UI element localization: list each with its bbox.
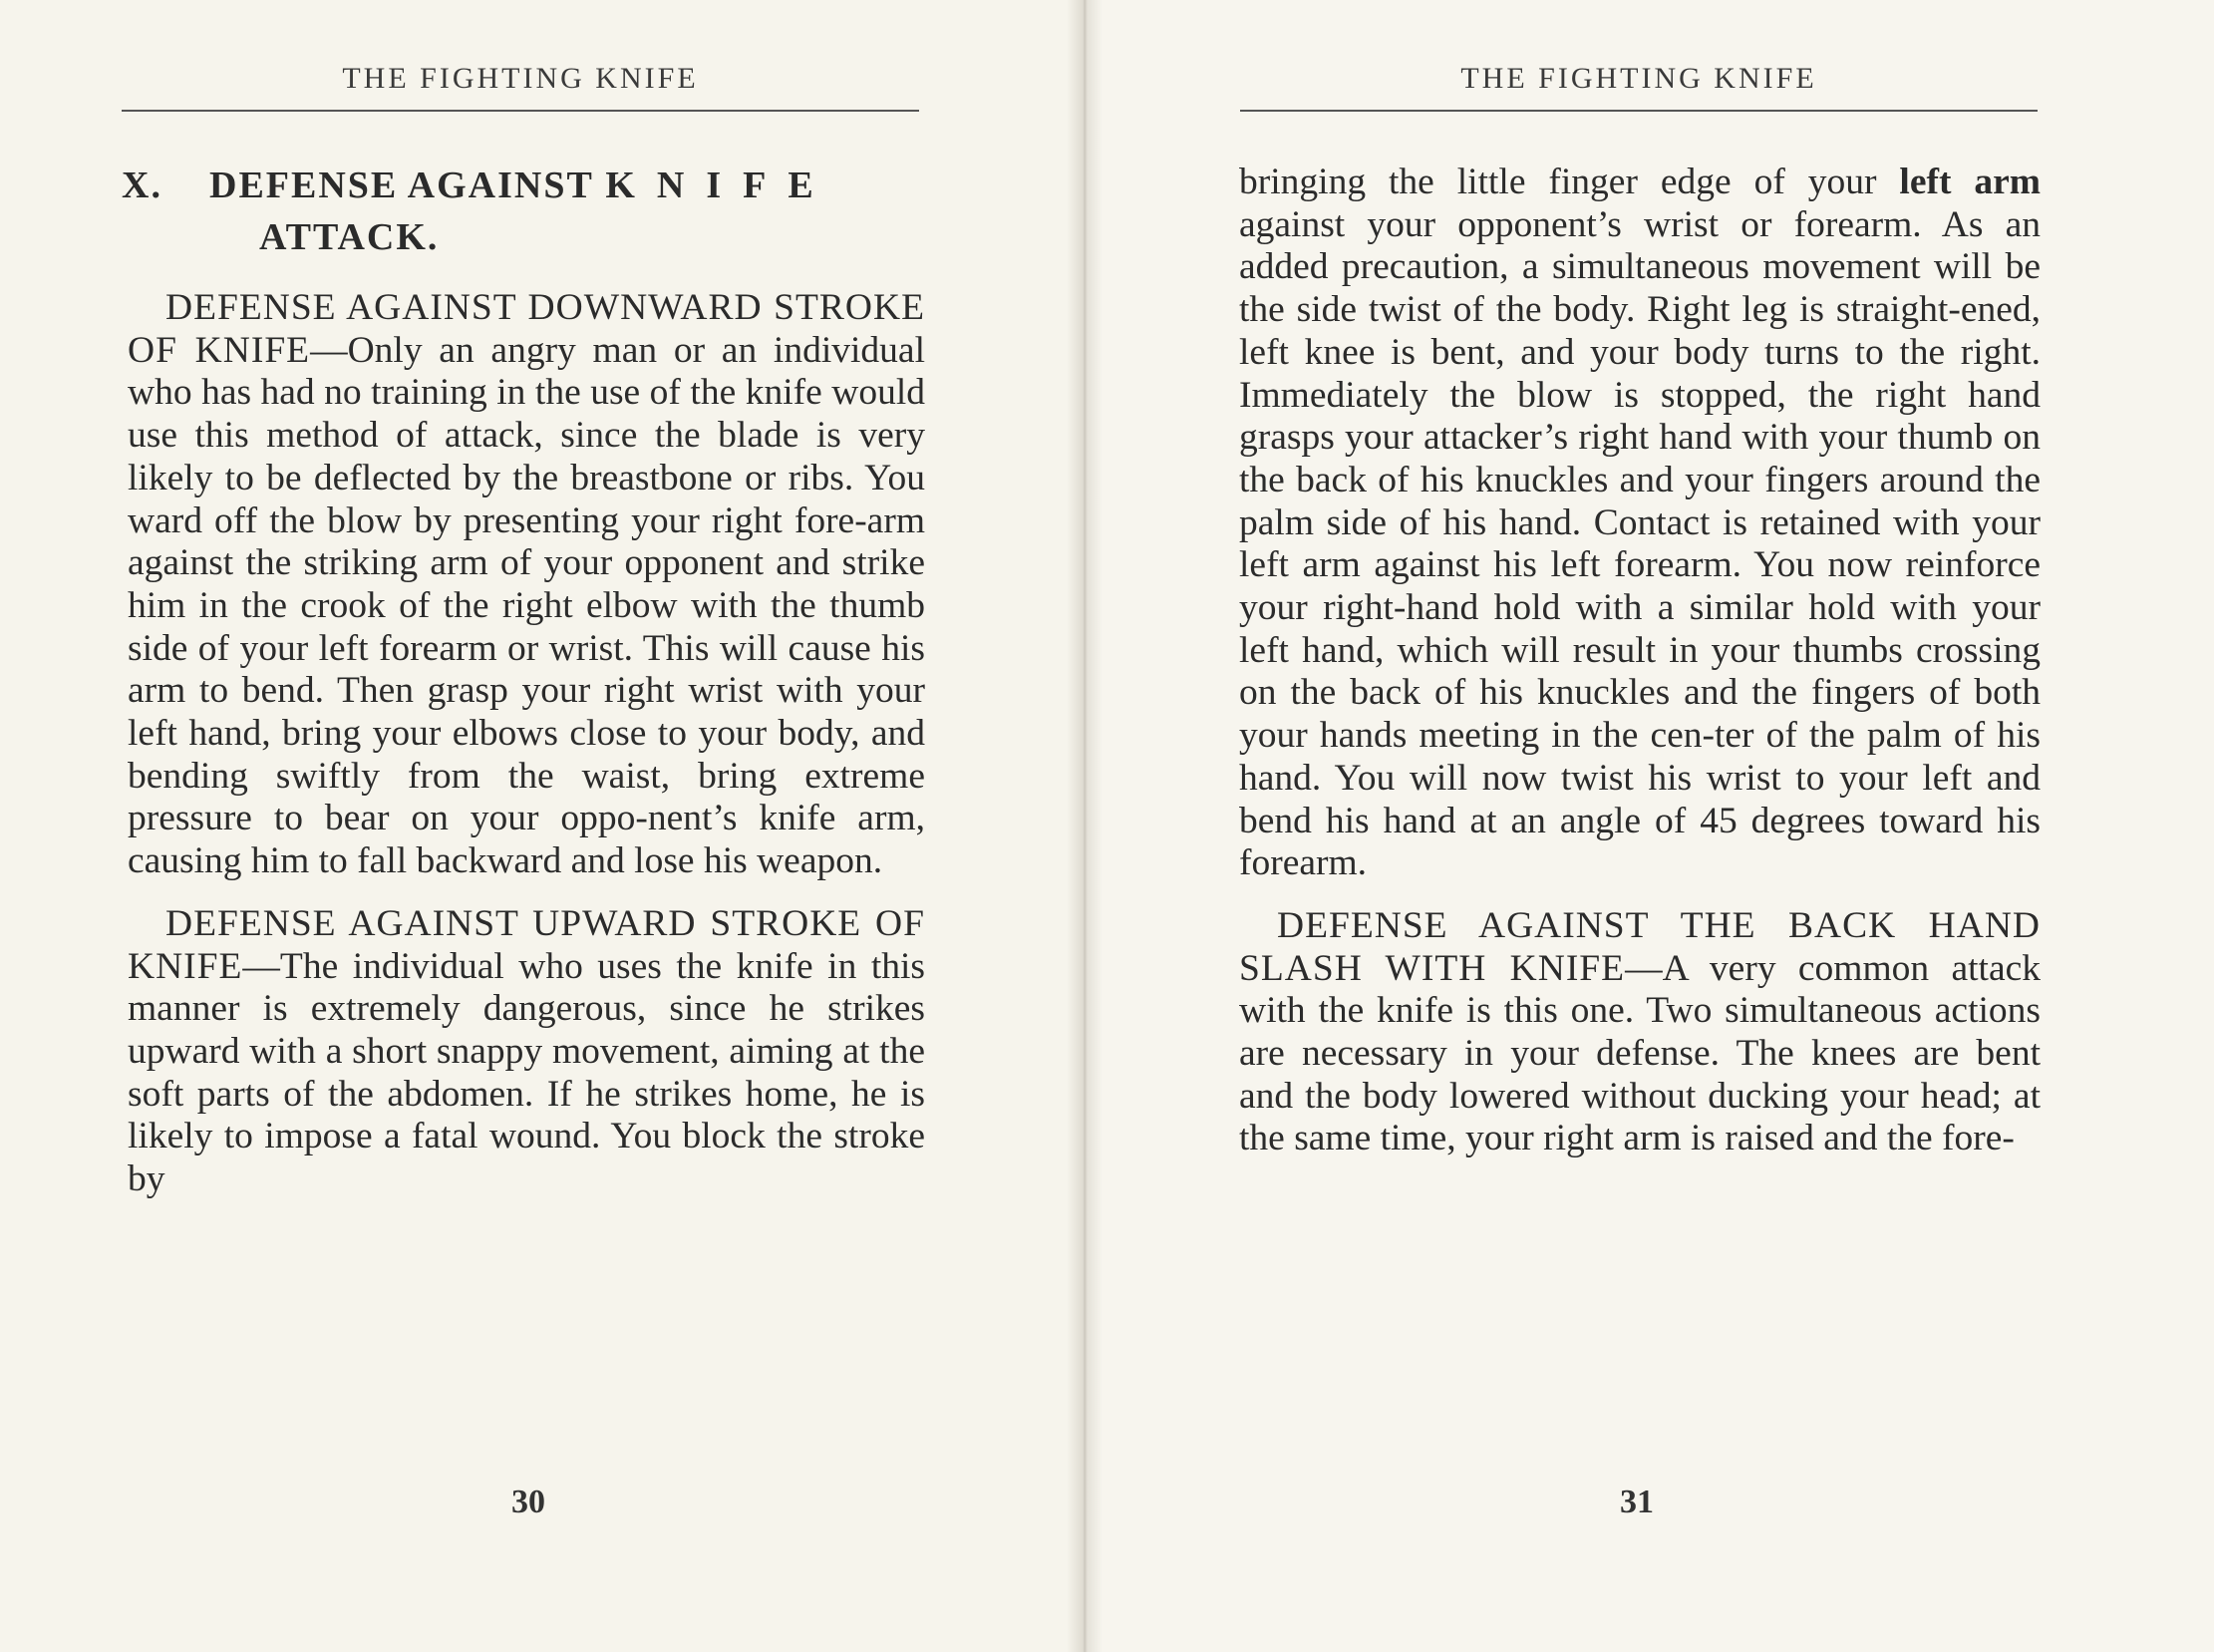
paragraph (128, 903, 925, 1201)
paragraph (1239, 905, 2041, 1160)
header-rule (1240, 110, 2038, 112)
paragraph-text: against your opponent’s wrist or forearm. As an added precaution, a simultaneous movement will be the side twist of the body. Right leg is straight-ened, left knee is bent, and your body turns to the right. Immediately the blow is stopped, the right hand grasps your attacker’s right hand with your thumb on the back of his knuckles and your fingers around the palm side of his hand. Contact is retained with your left arm against his left forearm. You now reinforce your right-hand hold with a similar hold with your left hand, which will result in your thumbs crossing on the back of his knuckles and the fingers of both your hands meeting in the cen-ter of the palm of his hand. You will now twist his wrist to your left and bend his hand at an angle of 45 degrees toward his forearm. (1239, 203, 2041, 884)
left-page (0, 0, 1083, 1652)
chapter-title-part1: DEFENSE AGAINST (209, 165, 594, 206)
paragraph-body: —Only an angry man or an individual who has had no training in the use of the knife would use this method of attack, since the blade is very likely to be deflected by the breastbone or ribs. You ward off the blow by presenting your right fore-arm against the striking arm of your opponent and strike him in the crook of the right elbow with the thumb side of your left forearm or wrist. This will cause his arm to bend. Then grasp your right wrist with your left hand, bring your elbows close to your body, and bending swiftly from the waist, bring extreme pressure to bear on your oppo-nent’s knife arm, causing him to fall backward and lose his weapon. (128, 329, 925, 882)
paragraph-lead: DEFENSE AGAINST DOWNWARD STROKE OF KNIFE (128, 287, 925, 371)
body-text (128, 287, 925, 1201)
paragraph (1239, 162, 2041, 885)
paragraph-lead: DEFENSE AGAINST UPWARD STROKE OF KNIFE (128, 902, 925, 987)
paragraph-lead: DEFENSE AGAINST THE BACK HAND SLASH WITH KNIFE (1239, 904, 2041, 989)
chapter-title-spaced: KNIFE (605, 165, 835, 206)
book-gutter (1067, 0, 1103, 1652)
page-number: 31 (1620, 1484, 1654, 1520)
paragraph-text: bringing the little finger edge of your (1239, 162, 1900, 202)
chapter-number: X. (122, 165, 162, 206)
header-rule (122, 110, 919, 112)
chapter-heading (122, 160, 929, 263)
right-page (1083, 0, 2214, 1652)
body-text (1239, 162, 2041, 1160)
running-head: THE FIGHTING KNIFE (342, 62, 699, 95)
chapter-title-part2: ATTACK. (259, 216, 440, 258)
page-number: 30 (511, 1484, 545, 1520)
paragraph (128, 287, 925, 883)
paragraph-body: —A very common attack with the knife is this one. Two simultaneous actions are necessary in your defense. The knees are bent and the body lowered without ducking your head; at the same time, your right arm is raised and the fore- (1239, 947, 2041, 1159)
paragraph-body: —The individual who uses the knife in this manner is extremely dangerous, since he strikes upward with a short snappy movement, aiming at the soft parts of the abdomen. If he strikes home, he is likely to impose a fatal wound. You block the stroke by (128, 945, 925, 1200)
running-head: THE FIGHTING KNIFE (1460, 62, 1817, 95)
bold-phrase: left arm (1899, 162, 2042, 202)
